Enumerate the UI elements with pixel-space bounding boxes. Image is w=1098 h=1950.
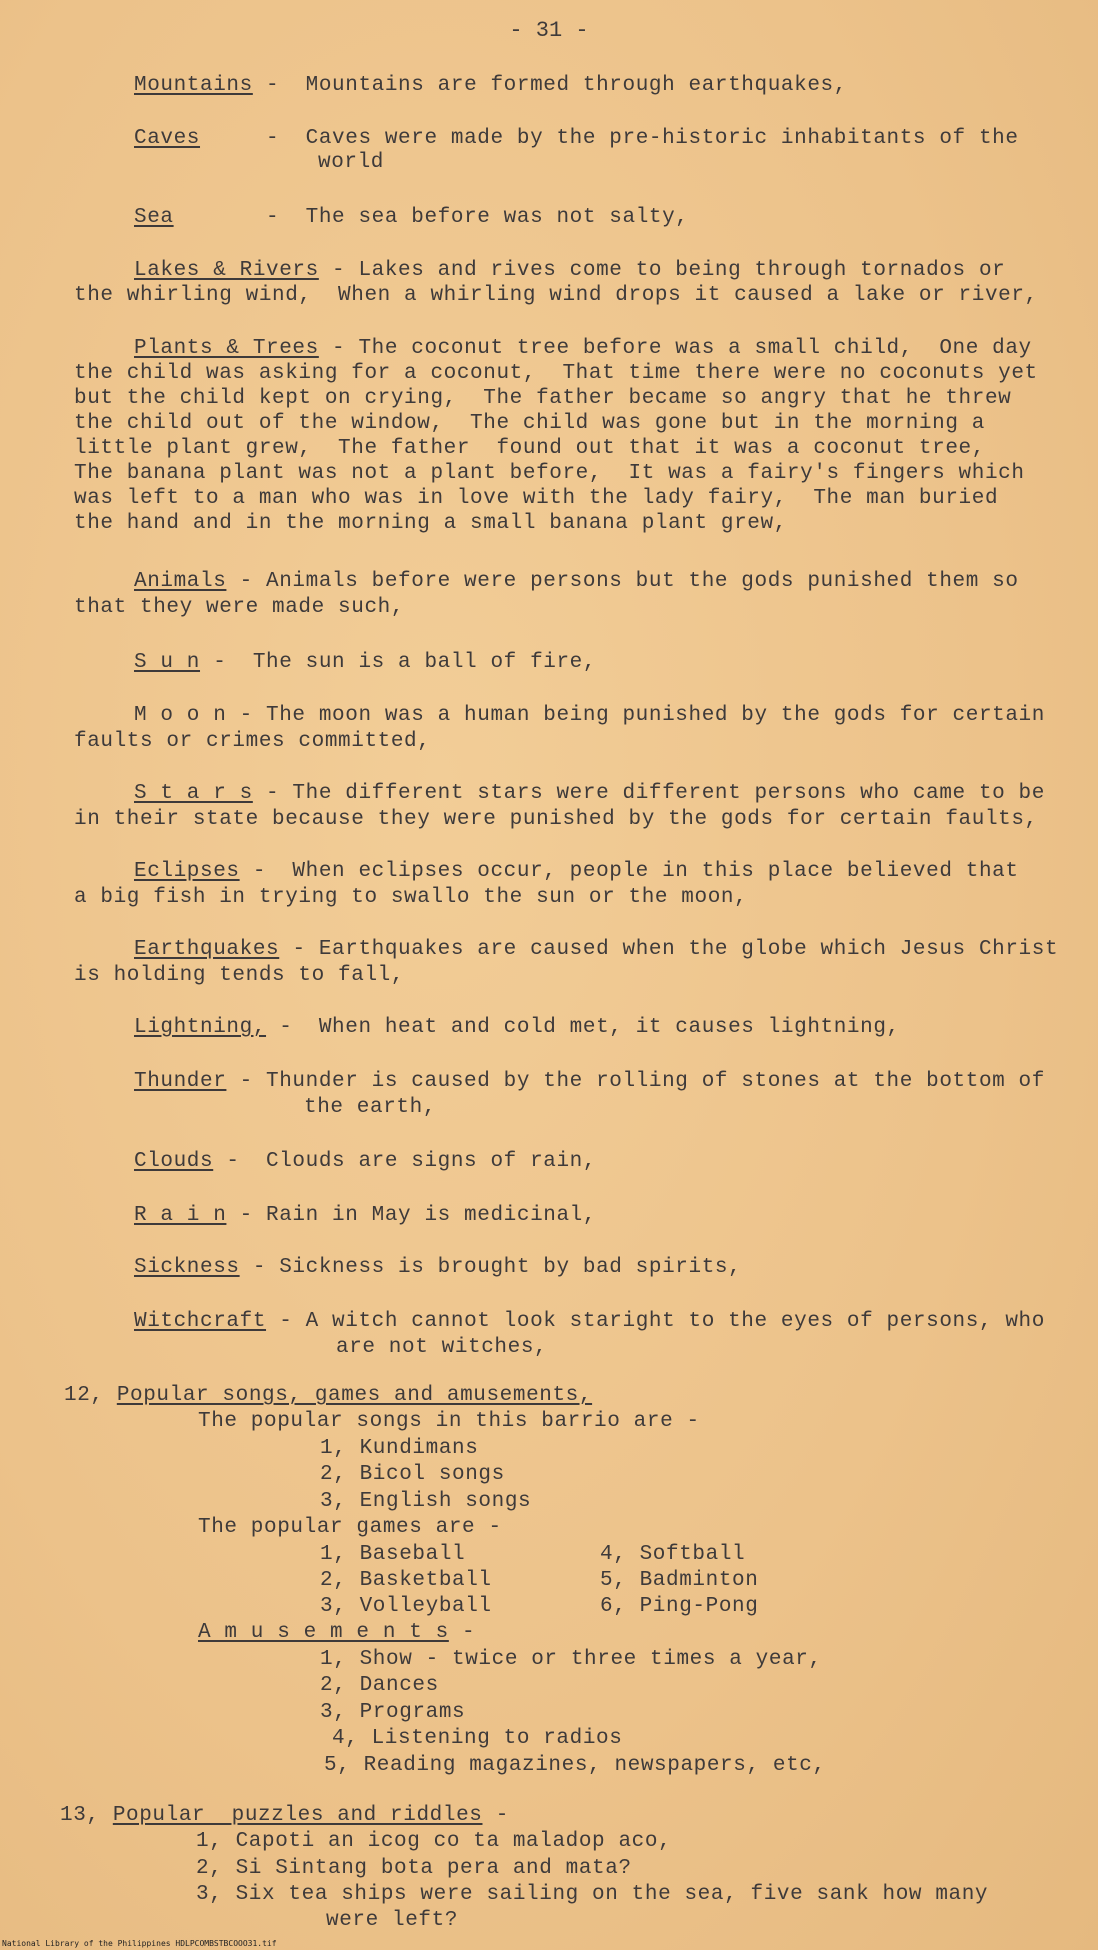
term-sea: Sea xyxy=(134,206,174,229)
witchcraft-entry: Witchcraft - A witch cannot look staright to the eyes of persons, who xyxy=(134,1310,1045,1333)
animals-entry: Animals - Animals before were persons but the gods punished them so xyxy=(134,570,1019,593)
term-eclipses: Eclipses xyxy=(134,860,240,883)
list-item: 4, Listening to radios xyxy=(332,1727,623,1750)
term-rain: R a i n xyxy=(134,1204,227,1227)
list-item: 6, Ping-Pong xyxy=(600,1595,759,1618)
term-earthquakes: Earthquakes xyxy=(134,938,280,961)
list-item: 1, Show - twice or three times a year, xyxy=(320,1648,822,1671)
caves-entry: Caves - Caves were made by the pre-historic inhabitants of the xyxy=(134,127,1019,150)
term-sun: S u n xyxy=(134,651,201,674)
term-moon: M o o n xyxy=(134,704,227,727)
list-item: 3, English songs xyxy=(320,1490,532,1513)
eclipses-entry: Eclipses - When eclipses occur, people in this place believed that xyxy=(134,860,1019,883)
list-item: 4, Softball xyxy=(600,1543,746,1566)
plants-trees-entry: Plants & Trees - The coconut tree before was a small child, One day xyxy=(134,337,1032,360)
list-item: 5, Reading magazines, newspapers, etc, xyxy=(324,1754,826,1777)
lightning-entry: Lightning, - When heat and cold met, it causes lightning, xyxy=(134,1016,900,1039)
list-item: 1, Capoti an icog co ta maladop aco, xyxy=(196,1830,672,1853)
rain-entry: R a i n - Rain in May is medicinal, xyxy=(134,1204,597,1227)
list-item: 3, Six tea ships were sailing on the sea, five sank how many xyxy=(196,1883,989,1906)
term-plants-trees: Plants & Trees xyxy=(134,337,319,360)
list-item: 2, Dances xyxy=(320,1674,439,1697)
list-item: 2, Si Sintang bota pera and mata? xyxy=(196,1857,632,1880)
term-thunder: Thunder xyxy=(134,1070,227,1093)
term-sickness: Sickness xyxy=(134,1256,240,1279)
document-page: - 31 - Mountains - Mountains are formed through earthquakes, Caves - Caves were made by the pre-historic inhabitants of the world Sea - The sea before was not salty, Lakes & Rivers - Lakes and rives come to being through tornados or the whirling wind, When a whirling wind drops it caused a lake or river, Plants & Trees - The coconut tree before was a small child, One day the child was asking for a coconut, That time there were no coconuts yet but the child kept on crying, The father became so angry that he threw the child out of the window, The child was gone but in the morning a little plant grew, The father found out that it was a coconut tree, The banana plant was not a plant before, It was a fairy's fingers which was left to a man who was in love with the lady fairy, The man buried the hand and in the morning a small banana plant grew, Animals - Animals before were persons but the gods punished them so that they were made such, S u n - The sun is a ball of fire, M o o n - The moon was a human being punished by the gods for certain faults or crimes committed, S t a r s - The different stars were different persons who came to be in their state because they were punished by the gods for certain faults, Eclipses - When eclipses occur, people in this place believed that a big fish in trying to swallo the sun or the moon, Earthquakes - Earthquakes are caused when the globe which Jesus Christ is holding tends to fall, Lightning, - When heat and cold met, it causes lightning, Thunder - Thunder is caused by the rolling of stones at the bottom of the earth, Clouds - Clouds are signs of rain, R a i n - Rain in May is medicinal, Sickness - Sickness is brought by bad spirits, Witchcraft - A witch cannot look staright to the eyes of persons, who are not witches, 12, Popular songs, games and amusements, The popular songs in this barrio are - 1, Kundimans 2, Bicol songs 3, English songs The popular games are - 1, Baseball 2, Basketball 3, Volleyball 4, Softball 5, Badminton 6, Ping-Pong A m u s e m e n t s - 1, Show - twice or three times a year, 2, Dances 3, Programs 4, Listening to radios 5, Reading magazines, newspapers, etc, 13, Popular puzzles and riddles - 1, Capoti an icog co ta maladop aco, 2, Si Sintang bota pera and mata? 3, Six tea ships were sailing on the sea, five sank how many were left? National Library of the Philippines HDLPCOMBSTBCOOO31.tif xyxy=(0,0,1098,1950)
sea-entry: Sea - The sea before was not salty, xyxy=(134,206,689,229)
term-mountains: Mountains xyxy=(134,74,253,97)
list-item: 5, Badminton xyxy=(600,1569,759,1592)
term-stars: S t a r s xyxy=(134,782,253,805)
term-lightning: Lightning, xyxy=(134,1016,267,1039)
list-item: 3, Volleyball xyxy=(320,1595,492,1618)
list-item: 2, Basketball xyxy=(320,1569,492,1592)
amusements-heading: A m u s e m e n t s - xyxy=(198,1621,476,1644)
list-item: 1, Kundimans xyxy=(320,1437,479,1460)
sun-entry: S u n - The sun is a ball of fire, xyxy=(134,651,597,674)
term-animals: Animals xyxy=(134,570,227,593)
games-intro: The popular games are - xyxy=(198,1516,502,1539)
term-witchcraft: Witchcraft xyxy=(134,1310,267,1333)
term-clouds: Clouds xyxy=(134,1150,214,1173)
songs-intro: The popular songs in this barrio are - xyxy=(198,1410,700,1433)
clouds-entry: Clouds - Clouds are signs of rain, xyxy=(134,1150,597,1173)
section-13-heading: 13, Popular puzzles and riddles - xyxy=(60,1804,509,1827)
lakes-rivers-entry: Lakes & Rivers - Lakes and rives come to being through tornados or xyxy=(134,259,1006,282)
earthquakes-entry: Earthquakes - Earthquakes are caused when the globe which Jesus Christ xyxy=(134,938,1059,961)
footer-caption: National Library of the Philippines HDLPCOMBSTBCOOO31.tif xyxy=(2,1939,277,1948)
sickness-entry: Sickness - Sickness is brought by bad spirits, xyxy=(134,1256,742,1279)
list-item: 3, Programs xyxy=(320,1701,466,1724)
page-number: - 31 - xyxy=(509,18,589,43)
section-12-heading: 12, Popular songs, games and amusements, xyxy=(64,1384,593,1407)
moon-entry: M o o n - The moon was a human being punished by the gods for certain xyxy=(134,704,1045,727)
list-item: 1, Baseball xyxy=(320,1543,466,1566)
term-caves: Caves xyxy=(134,127,201,150)
stars-entry: S t a r s - The different stars were different persons who came to be xyxy=(134,782,1045,805)
mountains-entry: Mountains - Mountains are formed through earthquakes, xyxy=(134,74,847,97)
term-lakes-rivers: Lakes & Rivers xyxy=(134,259,319,282)
list-item: 2, Bicol songs xyxy=(320,1463,505,1486)
thunder-entry: Thunder - Thunder is caused by the rolling of stones at the bottom of xyxy=(134,1070,1045,1093)
